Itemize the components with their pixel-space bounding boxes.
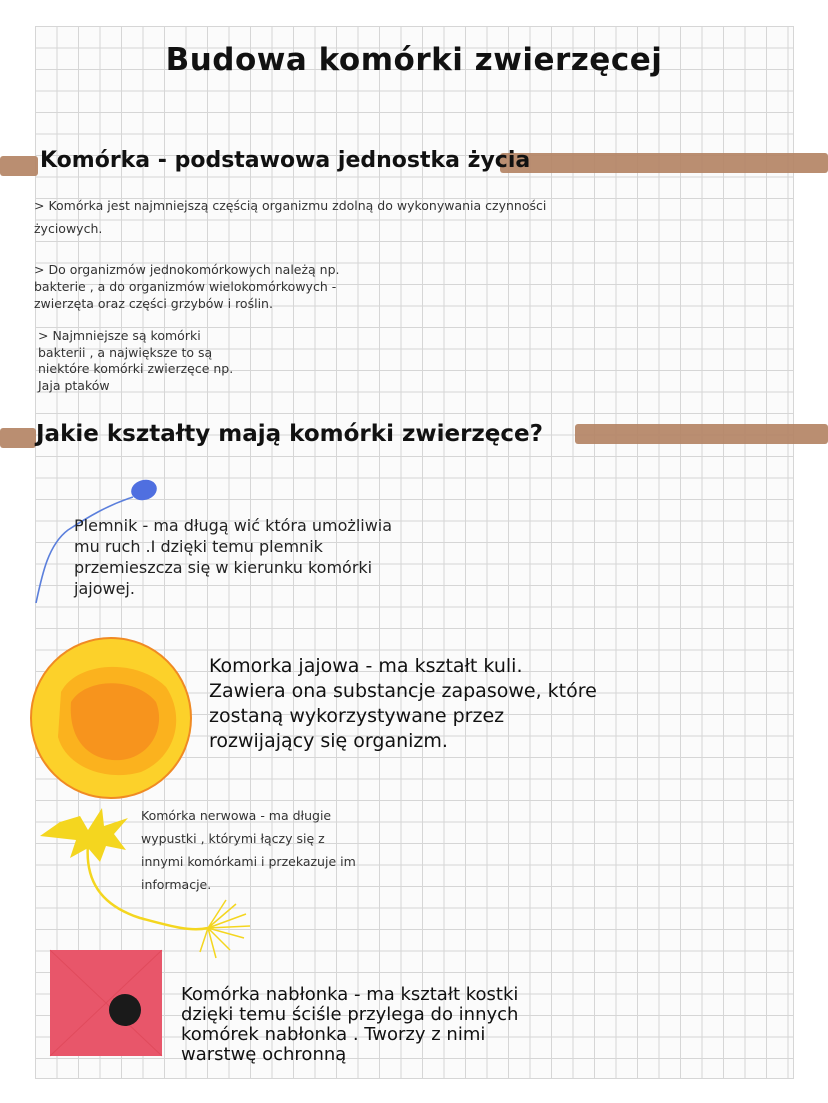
text-line: jajowej.: [74, 579, 135, 598]
text-line: przemieszcza się w kierunku komórki: [74, 558, 373, 577]
text-line: rozwijający się organizm.: [209, 730, 448, 752]
section-heading: Jakie kształty mają komórki zwierzęce?: [36, 421, 543, 447]
text-line: informacje.: [141, 877, 212, 892]
egg-cell-icon: [26, 632, 196, 802]
text-line: Zawiera ona substancje zapasowe, które: [209, 680, 597, 702]
text-line: Plemnik - ma długą wić która umożliwia: [74, 516, 393, 535]
text-line: Jaja ptaków: [38, 377, 110, 393]
text-line: mu ruch .I dzięki temu plemnik: [74, 537, 323, 556]
text-line: bakterii , a największe to są: [38, 344, 213, 360]
page-title: Budowa komórki zwierzęcej: [165, 42, 663, 78]
egg-description: [209, 654, 597, 754]
text-line: komórek nabłonka . Tworzy z nimi: [181, 1024, 486, 1045]
heading-highlight: [500, 153, 828, 173]
heading-highlight: [575, 424, 828, 444]
text-line: zostaną wykorzystywane przez: [209, 705, 505, 727]
heading-highlight: [0, 428, 36, 448]
text-line: innymi komórkami i przekazuje im: [141, 854, 356, 869]
text-line: życiowych.: [34, 221, 103, 236]
heading-highlight: [0, 156, 38, 176]
text-line: Komórka nabłonka - ma kształt kostki: [181, 984, 519, 1005]
text-line: dzięki temu ściśle przylega do innych: [181, 1004, 519, 1025]
text-line: warstwę ochronną: [181, 1044, 347, 1065]
paragraph: [34, 194, 546, 240]
text-line: Komorka jajowa - ma kształt kuli.: [209, 655, 523, 677]
text-line: > Do organizmów jednokomórkowych należą np.: [34, 262, 340, 277]
text-line: zwierzęta oraz części grzybów i roślin.: [34, 296, 273, 311]
nerve-description: [141, 804, 356, 896]
text-line: Komórka nerwowa - ma długie: [141, 808, 332, 823]
section-heading: Komórka - podstawowa jednostka życia: [40, 148, 531, 173]
text-line: wypustki , którymi łączy się z: [141, 831, 325, 846]
epithelial-description: [181, 985, 518, 1065]
text-line: > Najmniejsze są komórki: [38, 328, 201, 343]
text-line: bakterie , a do organizmów wielokomórkowych -: [34, 279, 337, 294]
text-line: niektóre komórki zwierzęce np.: [38, 361, 234, 376]
epithelial-cell-icon: [48, 948, 168, 1060]
sperm-description: [74, 515, 392, 599]
paragraph: [38, 328, 233, 394]
text-line: > Komórka jest najmniejszą częścią organizmu zdolną do wykonywania czynności: [34, 198, 547, 213]
paragraph: [34, 261, 340, 312]
